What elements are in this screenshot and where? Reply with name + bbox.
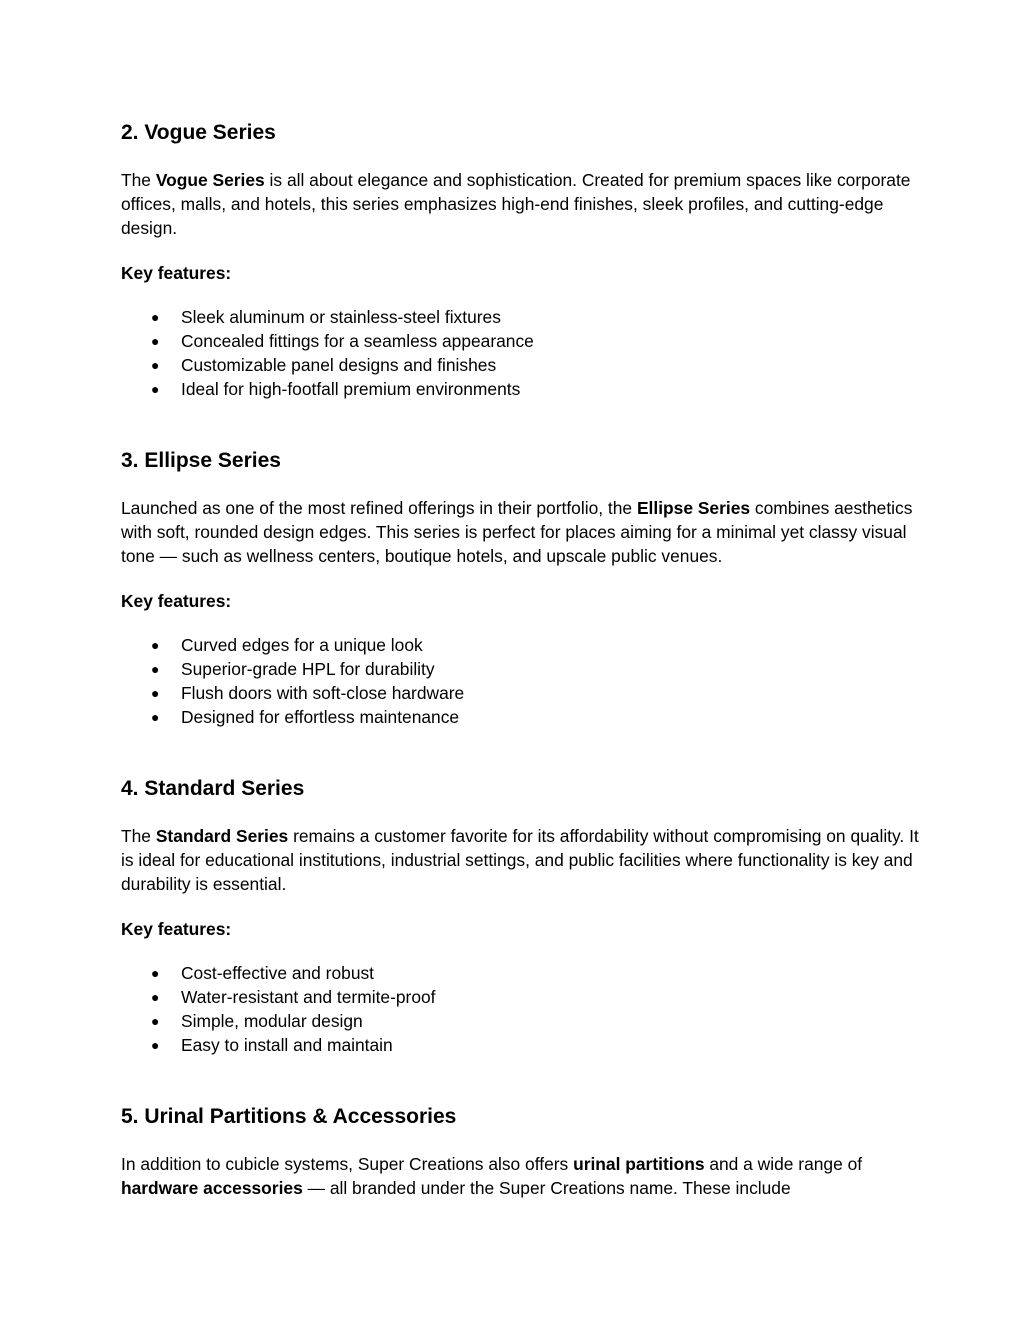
features-list bbox=[121, 961, 921, 1058]
bullet-icon: ● bbox=[151, 685, 160, 702]
bold-term: urinal partitions bbox=[573, 1154, 705, 1174]
list-item: ● Flush doors with soft-close hardware bbox=[121, 681, 921, 705]
section-heading: 2. Vogue Series bbox=[121, 121, 276, 144]
bullet-icon: ● bbox=[151, 357, 160, 374]
bold-term: Vogue Series bbox=[155, 170, 265, 190]
list-item: ● Cost-effective and robust bbox=[121, 961, 921, 985]
bold-term: Ellipse Series bbox=[636, 498, 751, 518]
features-list bbox=[121, 305, 921, 402]
features-list bbox=[121, 633, 921, 730]
bullet-icon: ● bbox=[151, 661, 160, 678]
section-urinal-partitions bbox=[121, 1104, 921, 1200]
list-item: ● Superior-grade HPL for durability bbox=[121, 657, 921, 681]
bold-term: Standard Series bbox=[155, 826, 289, 846]
bullet-icon: ● bbox=[151, 381, 160, 398]
section-heading: 4. Standard Series bbox=[121, 777, 305, 800]
list-item: ● Designed for effortless maintenance bbox=[121, 705, 921, 729]
list-item: ● Easy to install and maintain bbox=[121, 1033, 921, 1057]
bullet-icon: ● bbox=[151, 709, 160, 726]
list-item: ● Simple, modular design bbox=[121, 1009, 921, 1033]
bullet-icon: ● bbox=[151, 308, 160, 325]
section-intro: In addition to cubicle systems, Super Creations also offers urinal partitions and a wide range of hardware accessories — all branded under the Super Creations name. These include bbox=[121, 1154, 863, 1199]
bold-term: hardware accessories bbox=[121, 1178, 303, 1199]
section-ellipse-series bbox=[121, 448, 921, 730]
bullet-icon: ● bbox=[151, 1037, 160, 1054]
features-label: Key features: bbox=[121, 590, 232, 611]
features-label: Key features: bbox=[121, 262, 232, 283]
bullet-icon: ● bbox=[151, 989, 160, 1006]
list-item: ● Concealed fittings for a seamless appearance bbox=[121, 329, 921, 353]
section-standard-series bbox=[121, 776, 921, 1058]
list-item: ● Customizable panel designs and finishes bbox=[121, 353, 921, 377]
section-heading: 3. Ellipse Series bbox=[121, 449, 281, 472]
section-intro: The Standard Series remains a customer favorite for its affordability without compromising on quality. It is ideal for educational institutions, industrial settings, and public facilities where functionality is key and durability is essential. bbox=[121, 826, 919, 895]
list-item: ● Water-resistant and termite-proof bbox=[121, 985, 921, 1009]
features-label: Key features: bbox=[121, 918, 232, 939]
section-intro: The Vogue Series is all about elegance and sophistication. Created for premium spaces like corporate offices, malls, and hotels, this series emphasizes high-end finishes, sleek profiles, and cutting-edge design. bbox=[121, 170, 911, 239]
bullet-icon: ● bbox=[151, 636, 160, 653]
section-vogue-series bbox=[121, 120, 921, 402]
bullet-icon: ● bbox=[151, 1013, 160, 1030]
list-item: ● Sleek aluminum or stainless-steel fixtures bbox=[121, 305, 921, 329]
list-item: ● Curved edges for a unique look bbox=[121, 633, 921, 657]
bullet-icon: ● bbox=[151, 333, 160, 350]
section-intro: Launched as one of the most refined offerings in their portfolio, the Ellipse Series combines aesthetics with soft, rounded design edges. This series is perfect for places aiming for a minimal yet classy visual tone — such as wellness centers, boutique hotels, and upscale public venues. bbox=[121, 498, 913, 567]
section-heading: 5. Urinal Partitions & Accessories bbox=[121, 1105, 457, 1128]
bullet-icon: ● bbox=[151, 964, 160, 981]
list-item: ● Ideal for high-footfall premium environments bbox=[121, 377, 921, 401]
